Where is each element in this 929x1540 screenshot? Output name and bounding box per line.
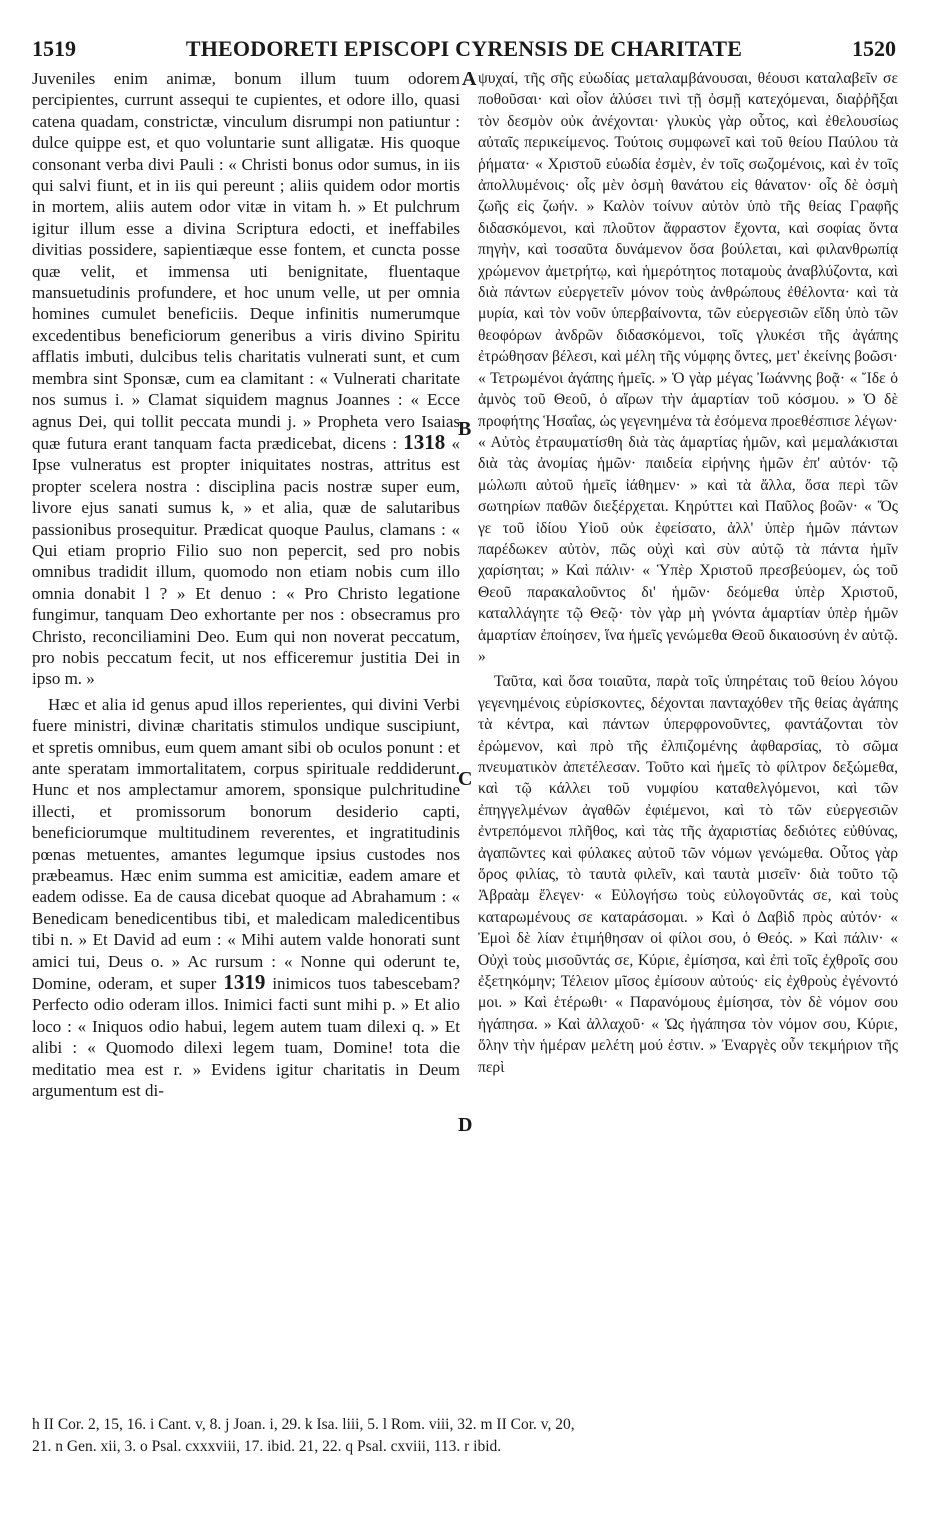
margin-marker-b: B <box>458 418 472 440</box>
latin-text-1b: « Ipse vulneratus est propter iniquitates nostras, attritus est propter scelera nostra : disciplina pacis nostræ super eum, livore ejus sanati sumus k, » et alia, quæ de salutaribus passionibus prosequitur. Prædicat quoque Paulus, clamans : « Qui etiam proprio Filio suo non pepercit, sed pro nobis omnibus tradidit illum, quomodo non etiam nobis cum illo omnia donabit l ? » Et denuo : « Pro Christo legatione fungimur, tanquam Deo exhortante per nos : obsecramus pro Christo, reconciliamini Deo. Eum qui non noverat peccatum, pro nobis peccatum fecit, ut nos efficeremur justitia Dei in ipso m. » <box>32 433 461 689</box>
greek-paragraph-1: ψυχαί, τῆς σῆς εὐωδίας μεταλαμβάνουσαι, θέουσι καταλαβεῖν σε ποθοῦσαι· καὶ οἷον ἁλύσει τινὶ τῇ ὀσμῇ κατεχόμεναι, διαῤῥῆξαι τὸν δεσμὸν οὐκ ἀνέχονται· γλυκὺς γὰρ οὗτος, καὶ ἐθελουσίως αὐταῖς περικείμενος. Τούτοις συμφωνεῖ καὶ τοῦ θείου Παύλου τὰ ῥήματα· « Χριστοῦ εὐωδία ἐσμὲν, ἐν τοῖς σωζομένοις, καὶ ἐν τοῖς ἀπολλυμένοις· οἷς μὲν ὀσμὴ θανάτου εἰς θάνατον· οἷς δὲ ὀσμὴ ζωῆς εἰς ζωήν. » Καλὸν τοίνυν αὐτὸν ὑπὸ τῆς θείας Γραφῆς διδασκόμενοι, καὶ πλοῦτον ἄφραστον ἔχοντα, καὶ σοφίας ὄντα πηγὴν, καὶ τοσαῦτα δυνάμενον ὅσα βούλεται, καὶ φιλανθρωπίᾳ χρώμενον ἀμετρήτῳ, καὶ ἡμερότητος ποταμοὺς ἀναβλύζοντα, καὶ διὰ πάντων εὐεργετεῖν μόνον τοὺς ἀνθρώπους ἐθέλοντα· καὶ τὰ μυρία, καὶ τὸν νοῦν ὑπερβαίνοντα, τῶν εὐεργεσιῶν εἴδη ὑπὸ τῶν θεοφόρων ἀνδρῶν διδασκόμενοι, τοῖς γλυκέσι τῆς ἀγάπης ἐτρώθησαν βέλεσι, καὶ μέλη τῆς νύμφης ὄντες, μετ' ἐκείνης βοῶσι· « Τετρωμένοι ἀγάπης ἡμεῖς. » Ὁ γὰρ μέγας Ἰωάννης βοᾷ· « Ἴδε ὁ ἀμνὸς τοῦ Θεοῦ, ὁ αἴρων τὴν ἁμαρτίαν τοῦ κόσμου. » Ὁ δὲ προφήτης Ἡσαΐας, ὡς γεγενημένα τὰ ἐσόμενα προεθέσπισε λέγων· « Αὐτὸς ἐτραυματίσθη διὰ τὰς ἁμαρτίας ἡμῶν, καὶ μεμαλάκισται διὰ τὰς ἀνομίας ἡμῶν· παιδεία εἰρήνης ἡμῶν ἐπ' αὐτόν· τῷ μώλωπι αὐτοῦ ἡμεῖς ἰάθημεν· » καὶ τὰ ἄλλα, ὅσα περὶ τῶν σωτηρίων παθῶν διεξέρχεται. Κηρύττει καὶ Παῦλος βοῶν· « Ὅς γε τοῦ ἰδίου Υἱοῦ οὐκ ἐφείσατο, ἀλλ' ὑπὲρ ἡμῶν πάντων παρέδωκεν αὐτὸν, πῶς οὐχὶ καὶ σὺν αὐτῷ τὰ πάντα ἡμῖν χαρίσηται; » Καὶ πάλιν· « Ὑπὲρ Χριστοῦ πρεσβεύομεν, ὡς τοῦ Θεοῦ παρακαλοῦντος δι' ἡμῶν· δεόμεθα ὑπὲρ Χριστοῦ, καταλλάγητε τῷ Θεῷ· τὸν γὰρ μὴ γνόντα ἁμαρτίαν ὑπὲρ ἡμῶν ἁμαρτίαν ἐποίησεν, ἵνα ἡμεῖς γενώμεθα Θεοῦ δικαιοσύνη ἐν αὐτῷ. » <box>478 70 898 665</box>
running-header <box>32 36 896 66</box>
latin-column <box>32 68 460 1102</box>
margin-marker-d: D <box>458 1114 473 1136</box>
greek-paragraph-2: Ταῦτα, καὶ ὅσα τοιαῦτα, παρὰ τοῖς ὑπηρέταις τοῦ θείου λόγου γεγενημένοις εὑρίσκοντες, δέχονται πανταχόθεν τῆς θείας ἀγάπης τὰ κέντρα, καὶ πάντων ὑπερφρονοῦντες, φαντάζονται τὸν ἐρώμενον, καὶ πρὸ τῆς ἐλπιζομένης ἀφθαρσίας, τὸ σῶμα πνευματικὸν ἀπετέλεσαν. Τοῦτο καὶ ἡμεῖς τὸ φίλτρον δεξώμεθα, καὶ τῷ κάλλει τοῦ νυμφίου καταθελγόμενοι, καὶ τῶν ἐπηγγελμένων ἀγαθῶν ἐφιέμενοι, καὶ τὸ τῶν εὐεργεσιῶν ἐντρεπόμενοι πλῆθος, καὶ τὰς τῆς ἀχαριστίας δεδιότες εὐθύνας, ἀγαπῶντες καὶ φύλακες αὐτοῦ τῶν νόμων γενώμεθα. Οὗτος γὰρ ὅρος φιλίας, τὸ ταυτὰ φιλεῖν, καὶ ταυτὰ μισεῖν· διὰ τοῦτο τῷ Ἀβραὰμ ἔλεγεν· « Εὐλογήσω τοὺς εὐλογοῦντάς σε, καὶ τοὺς καταρωμένους σε καταράσομαι. » Καὶ ὁ Δαβὶδ πρὸς αὐτόν· « Ἐμοὶ δὲ λίαν ἐτιμήθησαν οἱ φίλοι σου, ὁ Θεός. » Καὶ πάλιν· « Οὐχὶ τοὺς μισοῦντάς σε, Κύριε, ἐμίσησα, καὶ ἐπὶ τοῖς ἐχθροῖς σου ἐξετηκόμην; Τέλειον μῖσος ἐμίσουν αὐτούς· εἰς ἐχθροὺς ἐγένοντό μοι. » Καὶ ἑτέρωθι· « Παρανόμους ἐμίσησα, τὸν δὲ νόμον σου ἠγάπησα. » Καὶ ἀλλαχοῦ· « Ὡς ἠγάπησα τὸν νόμον σου, Κύριε, ὅλην τὴν ἡμέραν μελέτη μού ἐστιν. » Ἐναργὲς οὖν τεκμήριον τῆς περὶ <box>478 673 898 1076</box>
latin-paragraph-1 <box>32 68 460 690</box>
running-title: THEODORETI EPISCOPI CYRENSIS DE CHARITATE <box>185 36 743 61</box>
migne-column-number: 1318 <box>403 429 446 454</box>
footnote-line-2: 21. n Gen. xii, 3. o Psal. cxxxviii, 17. ibid. 21, 22. q Psal. cxviii, 113. r ibid. <box>32 1438 502 1455</box>
margin-marker-a: A <box>462 68 477 90</box>
latin-text-1a: Juveniles enim animæ, bonum illum tuum odorem percipientes, currunt assequi te cupientes, et odore illo, quasi catena quadam, constrictæ, vinculum disrumpi non patiuntur : dulce quippe est, et quo voluntarie sunt alligatæ. His quoque consonant verba divi Pauli : « Christi bonus odor sumus, in iis qui salvi fiunt, et in iis qui pereunt ; aliis quidem odor mortis in mortem, aliis autem odor vitæ in vitam h. » Et pulchrum igitur illum esse a divina Scriptura edocti, et ineffabiles divitias possidere, sapientiæque esse fontem, et cuncta posse quæ velit, et immensa uti benignitate, fluentaque mansuetudinis profundere, et hoc unum velle, ut per omnia homines cumulet beneficiis. Deque infinitis numerumque excedentibus beneficiorum generibus a viris divino Spiritu afflatis imbuti, dulcibus telis charitatis vulnerati sunt, et cum membra sint Sponsæ, cum ea clamitant : « Vulnerati charitate nos sumus i. » Clamat siquidem magnus Joannes : « Ecce agnus Dei, qui tollit peccata mundi j. » Propheta vero Isaias quæ futura erant tanquam facta prædicebat, dicens : <box>32 69 460 453</box>
migne-column-number: 1319 <box>223 970 266 995</box>
latin-text-2b: inimicos tuos tabescebam? Perfecto odio oderam illos. Inimici facti sunt mihi p. » Et alio loco : « Iniquos odio habui, legem autem tuam dilexi q. » Et alibi : « Quomodo dilexi legem tuam, Domine! tota die meditatio mea est r. » Evidens igitur charitatis in Deum argumentum est di- <box>32 974 461 1101</box>
page-number-right: 1520 <box>852 36 896 61</box>
page-number-left: 1519 <box>32 36 76 61</box>
greek-column <box>478 68 898 1078</box>
margin-marker-c: C <box>458 768 473 790</box>
footnotes <box>32 1414 896 1458</box>
latin-text-2a: Hæc et alia id genus apud illos reperientes, qui divini Verbi fuere ministri, divinæ charitatis stimulos undique suscipiunt, et spretis omnibus, eum quem amant sibi ob oculos ponunt : et ante speratam immortalitatem, corpus spirituale reddiderunt. Hunc et nos amplectamur amorem, sponsique pulchritudine illecti, et promissorum bonorum desiderio capti, beneficiorumque multitudinem reverentes, et ingratitudinis pœnas metuentes, amantes legumque ipsius custodes nos præbeamus. Hæc enim summa est amicitiæ, eadem amare et eadem odisse. Ea de causa dicebat quoque ad Abrahamum : « Benedicam benedicentibus tibi, et maledicam maledicentibus tibi n. » Et David ad eum : « Mihi autem valde honorati sunt amici tui, Deus o. » Ac rursum : « Nonne qui oderunt te, Domine, oderam, et super <box>32 694 460 994</box>
latin-paragraph-2 <box>32 694 460 1102</box>
footnote-line-1: h II Cor. 2, 15, 16. i Cant. v, 8. j Joan. i, 29. k Isa. liii, 5. l Rom. viii, 32. m II Cor. v, 20, <box>32 1416 575 1433</box>
